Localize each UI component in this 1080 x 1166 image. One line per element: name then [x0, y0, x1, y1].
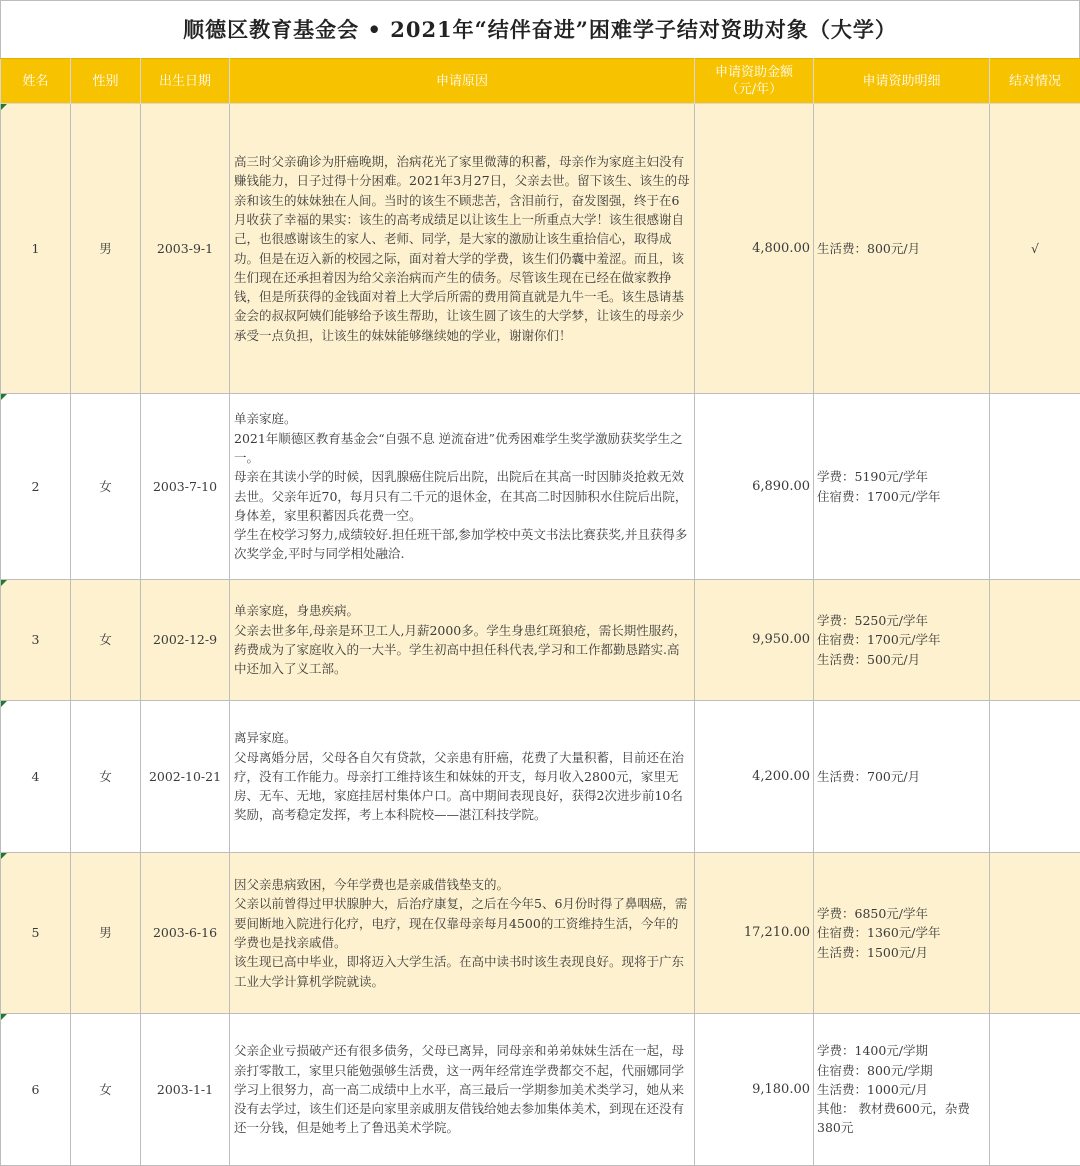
cell-gender[interactable]: 女	[71, 701, 141, 853]
cell-paired[interactable]: √	[990, 104, 1080, 394]
reason-paragraph: 离异家庭。	[234, 728, 690, 747]
cell-name-text: 4	[32, 769, 40, 784]
comment-marker-icon	[1, 701, 7, 707]
reason-paragraph: 父亲去世多年,母亲是环卫工人,月薪2000多。学生身患红斑狼疮，需长期性服药，药费成为了家庭收入的一大半。学生初高中担任科代表,学习和工作都勤恳踏实.高中还加入了义工部。	[234, 621, 690, 679]
cell-gender[interactable]: 女	[71, 580, 141, 701]
header-gender: 性别	[71, 59, 141, 104]
header-paired: 结对情况	[990, 59, 1080, 104]
detail-line: 学费：5250元/学年	[817, 611, 986, 630]
reason-paragraph: 父亲企业亏损破产还有很多债务，父母已离异，同母亲和弟弟妹妹生活在一起，母亲打零散工，家里只能勉强够生活费，这一两年经常连学费都交不起，代丽娜同学学习上很努力，高一高二成绩中上水平，高三最后一学期参加美术类学习，她从来没有去学过，该生们还是向家里亲戚朋友借钱给她去参加集体美术，到现在还没有还一分钱，但是她考上了鲁迅美术学院。	[234, 1041, 690, 1137]
cell-reason[interactable]	[230, 580, 695, 701]
header-birth: 出生日期	[141, 59, 230, 104]
cell-reason[interactable]	[230, 104, 695, 394]
cell-reason[interactable]	[230, 701, 695, 853]
detail-line: 住宿费：800元/学期	[817, 1061, 986, 1080]
table-row	[1, 701, 1080, 853]
cell-detail[interactable]	[814, 104, 990, 394]
cell-amount[interactable]: 6,890.00	[695, 394, 814, 580]
cell-name[interactable]	[1, 853, 71, 1014]
table-row	[1, 853, 1080, 1014]
cell-amount[interactable]: 4,200.00	[695, 701, 814, 853]
table-row	[1, 394, 1080, 580]
detail-line: 学费：6850元/学年	[817, 904, 986, 923]
reason-paragraph: 母亲在其读小学的时候，因乳腺癌住院后出院，出院后在其高一时因肺炎抢救无效去世。父亲年近70，每月只有二千元的退休金，在其高二时因肺积水住院后出院，身体差，家里积蓄因兵花费一空。	[234, 467, 690, 525]
header-amount-line2: （元/年）	[699, 81, 809, 98]
cell-name[interactable]	[1, 394, 71, 580]
comment-marker-icon	[1, 1014, 7, 1020]
cell-paired[interactable]	[990, 394, 1080, 580]
detail-line: 其他： 教材费600元，杂费380元	[817, 1099, 986, 1138]
detail-line: 生活费：800元/月	[817, 239, 986, 258]
detail-line: 学费：5190元/学年	[817, 467, 986, 486]
cell-birth[interactable]: 2003-6-16	[141, 853, 230, 1014]
cell-name-text: 6	[32, 1082, 40, 1097]
cell-gender[interactable]: 女	[71, 394, 141, 580]
table-row	[1, 104, 1080, 394]
cell-gender[interactable]: 男	[71, 104, 141, 394]
cell-birth[interactable]: 2003-1-1	[141, 1014, 230, 1166]
sheet-title: 顺德区教育基金会 • 2021年“结伴奋进”困难学子结对资助对象（大学）	[0, 0, 1080, 58]
header-amount-line1: 申请资助金额	[699, 64, 809, 81]
header-name: 姓名	[1, 59, 71, 104]
detail-line: 住宿费：1700元/学年	[817, 630, 986, 649]
cell-birth[interactable]: 2003-7-10	[141, 394, 230, 580]
cell-paired[interactable]	[990, 853, 1080, 1014]
cell-reason[interactable]	[230, 1014, 695, 1166]
header-row	[1, 59, 1080, 104]
detail-line: 生活费：1000元/月	[817, 1080, 986, 1099]
reason-paragraph: 父母离婚分居，父母各自欠有贷款，父亲患有肝癌，花费了大量积蓄，目前还在治疗，没有工作能力。母亲打工维持该生和妹妹的开支，每月收入2800元，家里无房、无车、无地，家庭挂居村集体户口。高中期间表现良好，获得2次进步前10名奖励，高考稳定发挥，考上本科院校——湛江科技学院。	[234, 748, 690, 825]
cell-name-text: 3	[32, 632, 40, 647]
cell-paired[interactable]	[990, 1014, 1080, 1166]
cell-reason[interactable]	[230, 394, 695, 580]
reason-paragraph: 单亲家庭。	[234, 409, 690, 428]
reason-paragraph: 该生现已高中毕业，即将迈入大学生活。在高中读书时该生表现良好。现将于广东工业大学计算机学院就读。	[234, 952, 690, 991]
table-row	[1, 580, 1080, 701]
cell-amount[interactable]: 4,800.00	[695, 104, 814, 394]
header-amount	[695, 59, 814, 104]
detail-line: 住宿费：1360元/学年	[817, 923, 986, 942]
comment-marker-icon	[1, 104, 7, 110]
cell-paired[interactable]	[990, 701, 1080, 853]
comment-marker-icon	[1, 580, 7, 586]
cell-detail[interactable]	[814, 580, 990, 701]
cell-name[interactable]	[1, 701, 71, 853]
cell-detail[interactable]	[814, 701, 990, 853]
reason-paragraph: 高三时父亲确诊为肝癌晚期，治病花光了家里微薄的积蓄，母亲作为家庭主妇没有赚钱能力，日子过得十分困难。2021年3月27日，父亲去世。留下该生、该生的母亲和该生的妹妹独在人间。当时的该生不顾悲苦，含泪前行，奋发图强，终于在6月收获了幸福的果实：该生的高考成绩足以让该生上一所重点大学！该生很感谢自己，也很感谢该生的家人、老师、同学，是大家的激励让该生重拾信心，取得成功。但是在迈入新的校园之际，面对着大学的学费，该生们仍囊中羞涩。而且，该生们现在还承担着因为给父亲治病而产生的债务。尽管该生现在已经在做家教挣钱，但是所获得的金钱面对着上大学后所需的费用简直就是九牛一毛。该生恳请基金会的叔叔阿姨们能够给予该生帮助，让该生圆了该生的大学梦，让该生的母亲少承受一点负担，让该生的妹妹能够继续她的学业，谢谢你们！	[234, 152, 690, 345]
sponsorship-table	[0, 58, 1080, 1166]
cell-detail[interactable]	[814, 853, 990, 1014]
cell-gender[interactable]: 女	[71, 1014, 141, 1166]
cell-reason[interactable]	[230, 853, 695, 1014]
cell-birth[interactable]: 2002-10-21	[141, 701, 230, 853]
comment-marker-icon	[1, 853, 7, 859]
cell-birth[interactable]: 2002-12-9	[141, 580, 230, 701]
cell-name-text: 5	[32, 925, 40, 940]
header-reason: 申请原因	[230, 59, 695, 104]
reason-paragraph: 单亲家庭，身患疾病。	[234, 601, 690, 620]
reason-paragraph: 父亲以前曾得过甲状腺肿大，后治疗康复，之后在今年5、6月份时得了鼻咽癌，需要间断地入院进行化疗，电疗，现在仅靠母亲每月4500的工资维持生活，今年的学费也是找亲戚借。	[234, 894, 690, 952]
cell-name-text: 2	[32, 479, 40, 494]
cell-gender[interactable]: 男	[71, 853, 141, 1014]
detail-line: 生活费：1500元/月	[817, 943, 986, 962]
table-row	[1, 1014, 1080, 1166]
cell-name-text: 1	[32, 241, 40, 256]
detail-line: 生活费：700元/月	[817, 767, 986, 786]
cell-name[interactable]	[1, 1014, 71, 1166]
cell-paired[interactable]	[990, 580, 1080, 701]
cell-name[interactable]	[1, 104, 71, 394]
cell-amount[interactable]: 9,950.00	[695, 580, 814, 701]
cell-name[interactable]	[1, 580, 71, 701]
detail-line: 学费：1400元/学期	[817, 1041, 986, 1060]
cell-amount[interactable]: 17,210.00	[695, 853, 814, 1014]
cell-birth[interactable]: 2003-9-1	[141, 104, 230, 394]
detail-line: 生活费：500元/月	[817, 650, 986, 669]
cell-detail[interactable]	[814, 394, 990, 580]
detail-line: 住宿费：1700元/学年	[817, 487, 986, 506]
comment-marker-icon	[1, 394, 7, 400]
reason-paragraph: 因父亲患病致困，今年学费也是亲戚借钱垫支的。	[234, 875, 690, 894]
header-detail: 申请资助明细	[814, 59, 990, 104]
reason-paragraph: 学生在校学习努力,成绩较好.担任班干部,参加学校中英文书法比赛获奖,并且获得多次奖学金,平时与同学相处融洽.	[234, 525, 690, 564]
cell-detail[interactable]	[814, 1014, 990, 1166]
reason-paragraph: 2021年顺德区教育基金会“自强不息 逆流奋进”优秀困难学生奖学激励获奖学生之一。	[234, 429, 690, 468]
cell-amount[interactable]: 9,180.00	[695, 1014, 814, 1166]
